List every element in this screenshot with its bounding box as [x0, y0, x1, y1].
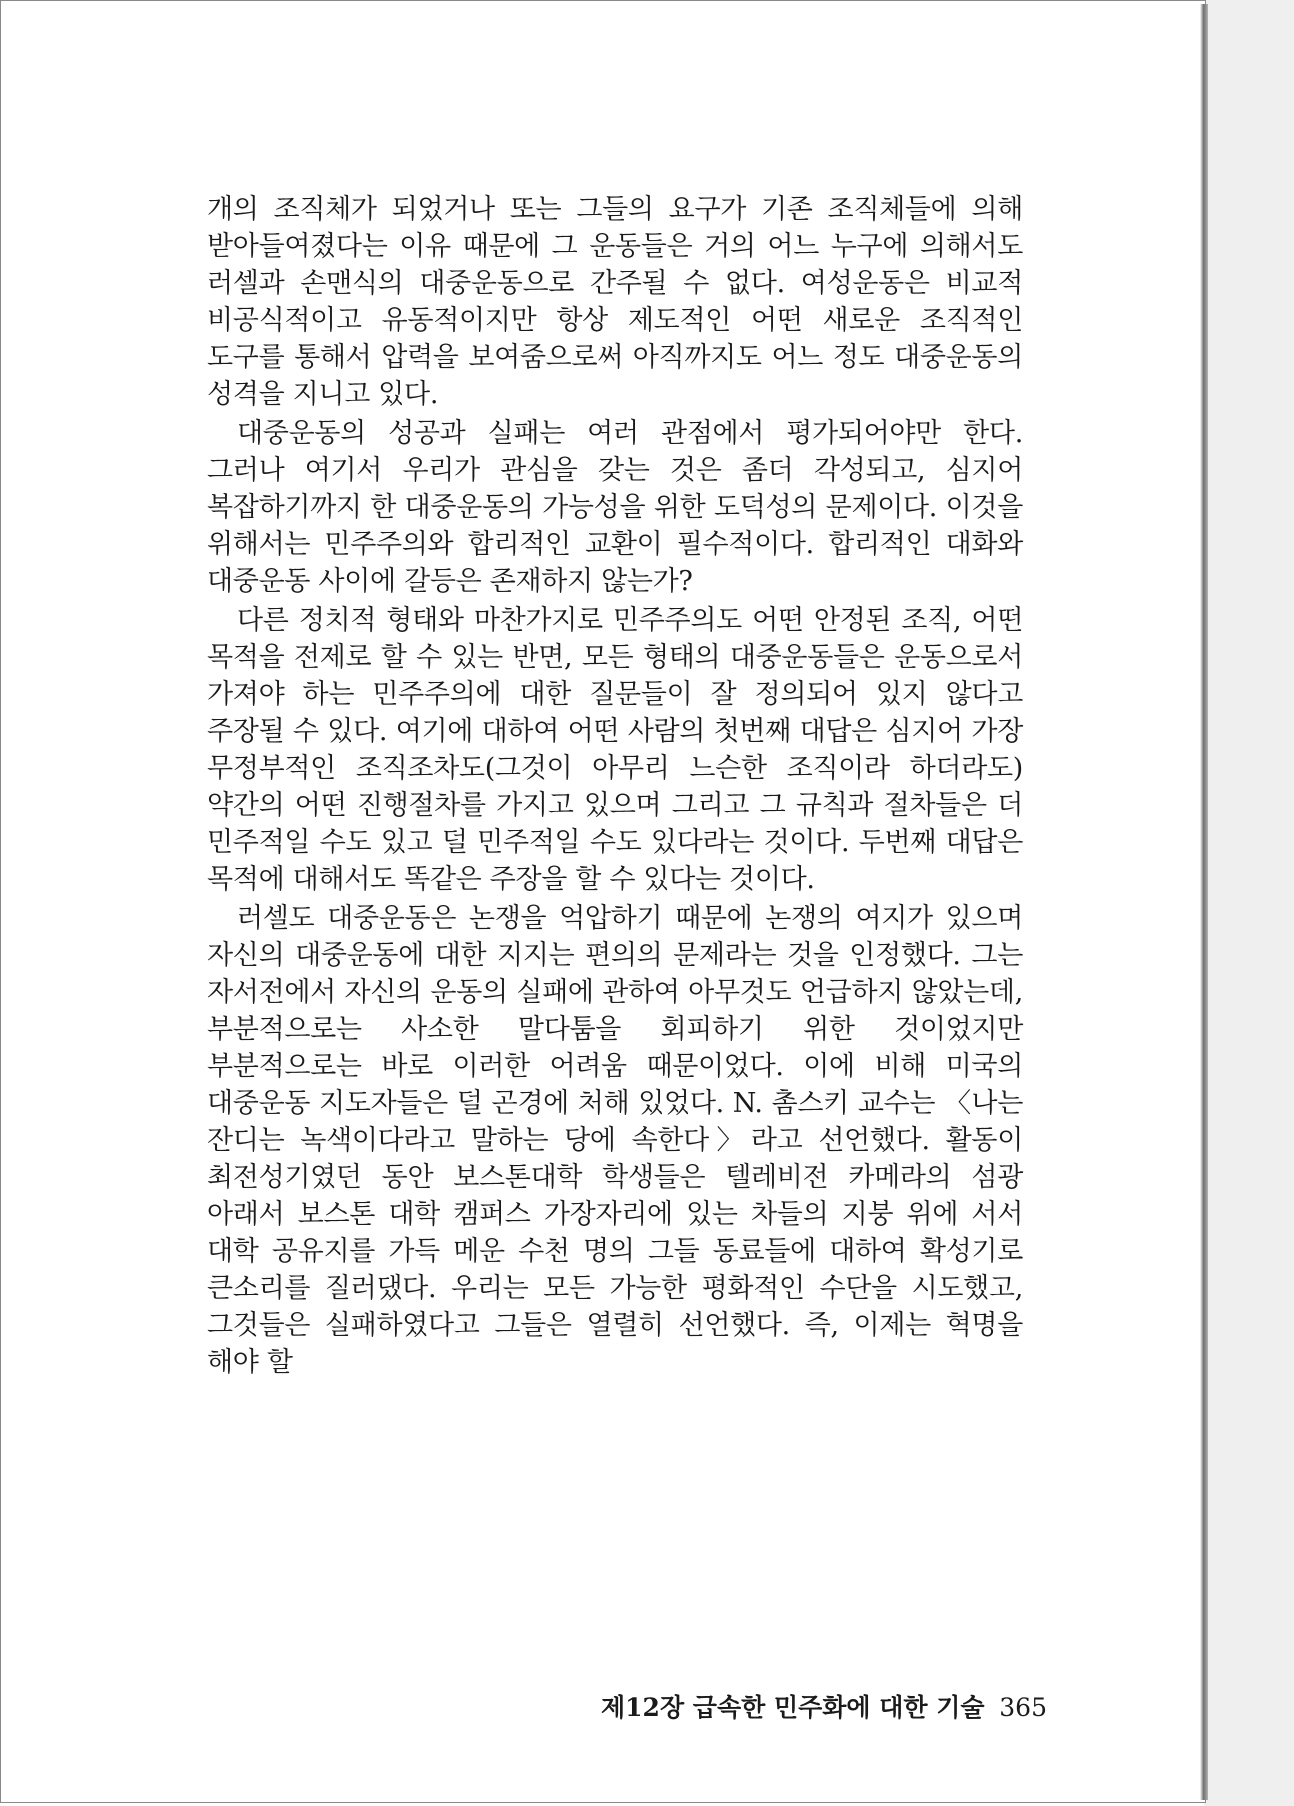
- paragraph-1: 개의 조직체가 되었거나 또는 그들의 요구가 기존 조직체들에 의해 받아들여졌다는 이유 때문에 그 운동들은 거의 어느 누구에 의해서도 러셀과 손맨식의 대중운동으로 간주될 수 없다. 여성운동은 비교적 비공식적이고 유동적이지만 항상 제도적인 어떤 새로운 조직적인 도구를 통해서 압력을 보여줌으로써 아직까지도 어느 정도 대중운동의 성격을 지니고 있다.: [207, 194, 1023, 410]
- running-head: 제12장 급속한 민주화에 대한 기술: [601, 1693, 985, 1722]
- paragraph-4: 러셀도 대중운동은 논쟁을 억압하기 때문에 논쟁의 여지가 있으며 자신의 대중운동에 대한 지지는 편의의 문제라는 것을 인정했다. 그는 자서전에서 자신의 운동의 실패에 관하여 아무것도 언급하지 않았는데, 부분적으로는 사소한 말다툼을 회피하기 위한 것이었지만 부분적으로는 바로 이러한 어려움 때문이었다. 이에 비해 미국의 대중운동 지도자들은 덜 곤경에 처해 있었다. N. 촘스키 교수는 〈나는 잔디는 녹색이다라고 말하는 당에 속한다〉라고 선언했다. 활동이 최전성기였던 동안 보스톤대학 학생들은 텔레비전 카메라의 섬광 아래서 보스톤 대학 캠퍼스 가장자리에 있는 차들의 지붕 위에 서서 대학 공유지를 가득 메운 수천 명의 그들 동료들에 대하여 확성기로 큰소리를 질러댔다. 우리는 모든 가능한 평화적인 수단을 시도했고, 그것들은 실패하였다고 그들은 열렬히 선언했다. 즉, 이제는 혁명을 해야 할: [207, 903, 1023, 1378]
- viewer-background: [1204, 0, 1294, 1806]
- page-body: [207, 191, 1023, 1383]
- page-footer: [601, 1688, 1047, 1724]
- paragraph-2: 대중운동의 성공과 실패는 여러 관점에서 평가되어야만 한다. 그러나 여기서 우리가 관심을 갖는 것은 좀더 각성되고, 심지어 복잡하기까지 한 대중운동의 가능성을 위한 도덕성의 문제이다. 이것을 위해서는 민주주의와 합리적인 교환이 필수적이다. 합리적인 대화와 대중운동 사이에 갈등은 존재하지 않는가?: [207, 418, 1023, 597]
- page-number: 365: [999, 1693, 1047, 1722]
- page-edge-shadow: [1200, 4, 1208, 1800]
- paragraph-3: 다른 정치적 형태와 마찬가지로 민주주의도 어떤 안정된 조직, 어떤 목적을 전제로 할 수 있는 반면, 모든 형태의 대중운동들은 운동으로서 가져야 하는 민주주의에 대한 질문들이 잘 정의되어 있지 않다고 주장될 수 있다. 여기에 대하여 어떤 사람의 첫번째 대답은 심지어 가장 무정부적인 조직조차도(그것이 아무리 느슨한 조직이라 하더라도) 약간의 어떤 진행절차를 가지고 있으며 그리고 그 규칙과 절차들은 더 민주적일 수도 있고 덜 민주적일 수도 있다라는 것이다. 두번째 대답은 목적에 대해서도 똑같은 주장을 할 수 있다는 것이다.: [207, 605, 1023, 895]
